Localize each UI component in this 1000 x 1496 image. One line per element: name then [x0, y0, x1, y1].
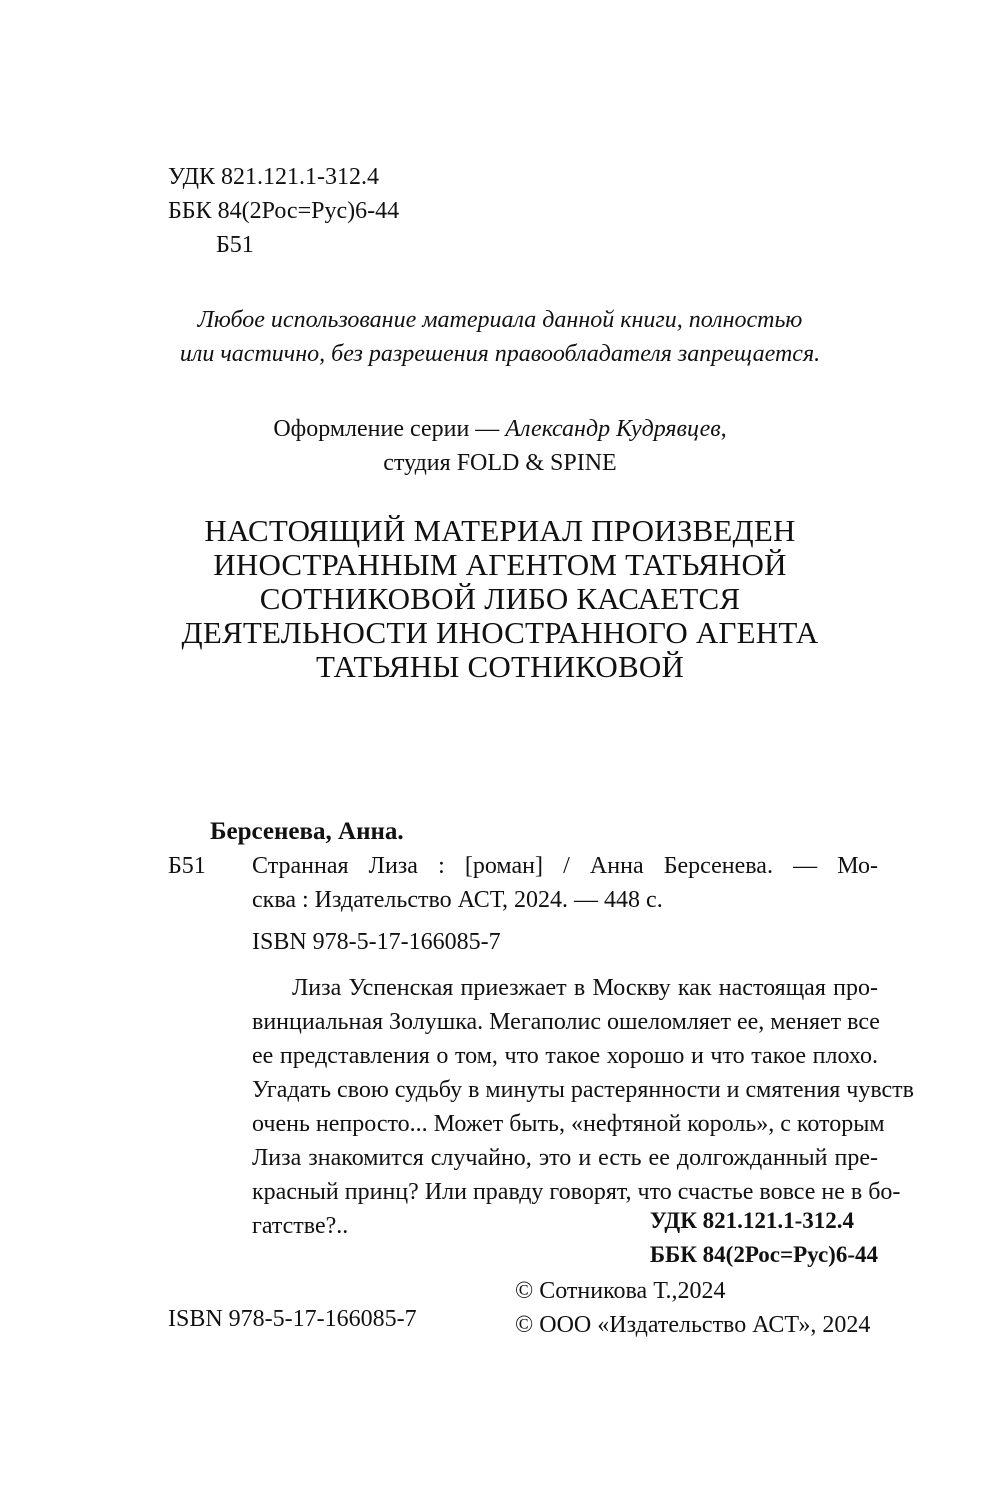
- copyright-block: [515, 1274, 870, 1342]
- card-author: Берсенева, Анна.: [210, 818, 404, 845]
- warning-line: ИНОСТРАННЫМ АГЕНТОМ ТАТЬЯНОЙ: [213, 547, 787, 582]
- annotation-line: гатстве?..: [252, 1213, 349, 1239]
- annotation-line: очень непросто... Может быть, «нефтяной король», с которым: [252, 1111, 885, 1137]
- catalog-card: [168, 815, 914, 1243]
- bbk-code-bottom: ББК 84(2Рос=Рус)6-44: [649, 1242, 878, 1267]
- designer-name: Александр Кудрявцев: [505, 416, 721, 442]
- warning-line: СОТНИКОВОЙ ЛИБО КАСАЕТСЯ: [259, 581, 741, 616]
- copyright-notice: [120, 303, 880, 371]
- card-isbn: ISBN 978-5-17-166085-7: [252, 929, 501, 955]
- warning-line: ТАТЬЯНЫ СОТНИКОВОЙ: [315, 649, 685, 684]
- notice-line-1: Любое использование материала данной книги, полностью: [197, 307, 803, 333]
- series-design: [120, 412, 880, 480]
- notice-line-2: или частично, без разрешения правообладателя запрещается.: [179, 341, 821, 367]
- annotation-line: Угадать свою судьбу в минуты растерянности и смятения чувств: [252, 1077, 914, 1103]
- card-title-line-2: сква : Издательство АСТ, 2024. — 448 с.: [252, 887, 663, 913]
- warning-line: НАСТОЯЩИЙ МАТЕРИАЛ ПРОИЗВЕДЕН: [204, 513, 796, 548]
- isbn-bottom: ISBN 978-5-17-166085-7: [168, 1306, 417, 1332]
- udk-code: УДК 821.121.1-312.4: [168, 164, 379, 190]
- design-prefix: Оформление серии —: [273, 416, 506, 442]
- annotation-line: Лиза знакомится случайно, это и есть ее долгожданный пре-: [252, 1145, 878, 1171]
- copyright-line-2: © ООО «Издательство АСТ», 2024: [515, 1312, 871, 1338]
- bbk-code: ББК 84(2Рос=Рус)6-44: [168, 198, 400, 224]
- author-mark: Б51: [216, 232, 254, 258]
- annotation-line: Лиза Успенская приезжает в Москву как настоящая про-: [292, 975, 878, 1001]
- card-code: Б51: [168, 853, 206, 879]
- warning-line: ДЕЯТЕЛЬНОСТИ ИНОСТРАННОГО АГЕНТА: [181, 615, 819, 650]
- annotation-line: винциальная Золушка. Мегаполис ошеломляет ее, меняет все: [252, 1009, 880, 1035]
- udk-code-bottom: УДК 821.121.1-312.4: [649, 1208, 855, 1233]
- card-title-row: [168, 849, 878, 883]
- annotation-line: красный принц? Или правду говорят, что счастье вовсе не в бо-: [252, 1179, 901, 1205]
- udk-block-bottom: [650, 1204, 878, 1272]
- foreign-agent-warning: [100, 514, 900, 684]
- design-line-1: [120, 412, 880, 446]
- card-annotation: [168, 971, 914, 1243]
- design-suffix: ,: [720, 416, 727, 442]
- design-studio: студия FOLD & SPINE: [383, 450, 617, 476]
- annotation-line: ее представления о том, что такое хорошо и что такое плохо.: [252, 1043, 878, 1069]
- card-title-line-1: Странная Лиза : [роман] / Анна Берсенева. — Мо-: [252, 853, 878, 879]
- copyright-line-1: © Сотникова Т.,2024: [515, 1278, 726, 1304]
- udk-block-top: [168, 160, 399, 262]
